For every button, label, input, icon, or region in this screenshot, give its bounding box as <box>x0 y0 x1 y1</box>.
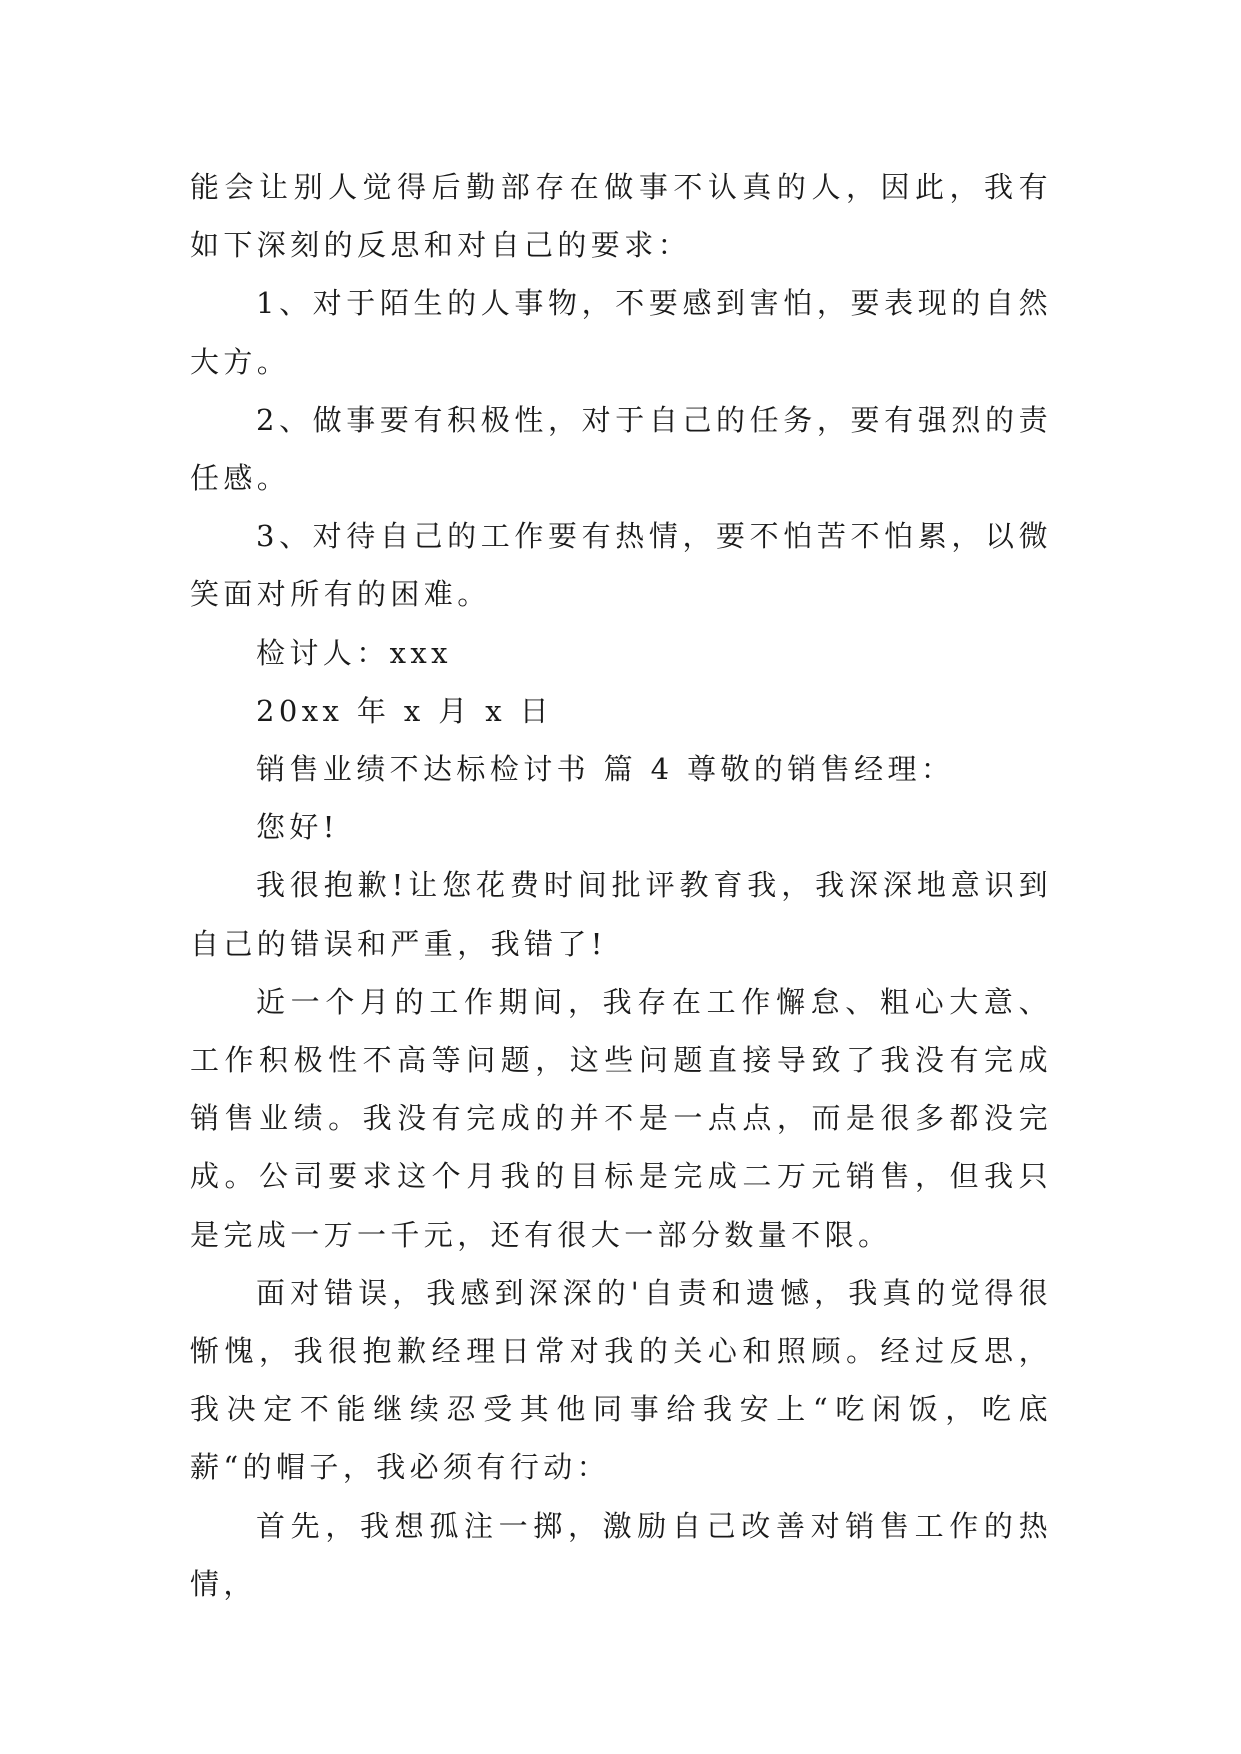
date-line: 20xx 年 x 月 x 日 <box>256 693 554 728</box>
paragraph-item-1: 1、对于陌生的人事物，不要感到害怕，要表现的自然大方。 <box>190 286 1052 379</box>
paragraph-item-3: 3、对待自己的工作要有热情，要不怕苦不怕累，以微笑面对所有的困难。 <box>190 519 1052 612</box>
paragraph-reflection: 面对错误，我感到深深的'自责和遗憾，我真的觉得很惭愧，我很抱歉经理日常对我的关心和照顾。经过反思，我决定不能继续忍受其他同事给我安上“吃闲饭，吃底薪“的帽子，我必须有行动： <box>190 1275 1052 1485</box>
paragraph-apology: 我很抱歉!让您花费时间批评教育我，我深深地意识到自己的错误和严重，我错了! <box>190 868 1052 961</box>
signature-line: 检讨人：xxx <box>256 635 452 670</box>
section-title: 销售业绩不达标检讨书 篇 4 尊敬的销售经理： <box>256 752 955 787</box>
document-body <box>190 158 1052 1613</box>
paragraph-continuation: 能会让别人觉得后勤部存在做事不认真的人，因此，我有如下深刻的反思和对自己的要求： <box>190 170 1052 263</box>
greeting: 您好! <box>256 810 339 845</box>
paragraph-first-action: 首先，我想孤注一掷，激励自己改善对销售工作的热情， <box>190 1508 1052 1601</box>
paragraph-item-2: 2、做事要有积极性，对于自己的任务，要有强烈的责任感。 <box>190 402 1052 496</box>
paragraph-problems: 近一个月的工作期间，我存在工作懈怠、粗心大意、工作积极性不高等问题，这些问题直接导致了我没有完成销售业绩。我没有完成的并不是一点点，而是很多都没完成。公司要求这个月我的目标是完成二万元销售，但我只是完成一万一千元，还有很大一部分数量不限。 <box>190 984 1052 1252</box>
